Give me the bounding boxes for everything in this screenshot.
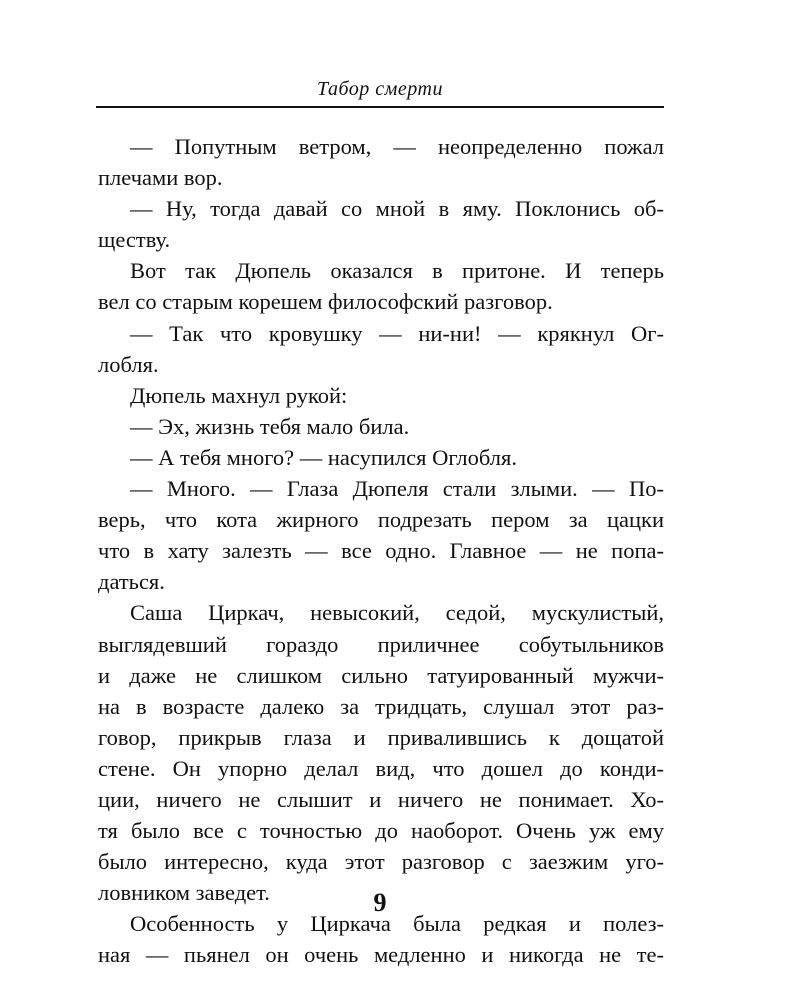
text-line: — А тебя много? — насупился Оглобля.: [130, 444, 518, 470]
text-line: говор, прикрыв глаза и привалившись к дощатой: [98, 724, 664, 750]
text-line: что в хату залезть — все одно. Главное — не попа-: [98, 538, 664, 564]
text-line: ловником заведет.: [98, 880, 270, 906]
running-header-title: Табор смерти: [317, 78, 443, 100]
text-line: даться.: [98, 569, 165, 595]
text-line: — Ну, тогда давай со мной в яму. Поклонись об-: [130, 196, 664, 222]
text-line: Дюпель махнул рукой:: [130, 382, 348, 408]
text-line: ществу.: [98, 227, 171, 253]
text-line: Вот так Дюпель оказался в притоне. И теперь: [130, 258, 664, 284]
text-line: — Эх, жизнь тебя мало била.: [130, 413, 410, 439]
text-line: ции, ничего не слышит и ничего не понимает. Хо-: [98, 786, 664, 812]
text-line: выглядевший гораздо приличнее собутыльников: [98, 631, 664, 657]
text-line: и даже не слишком сильно татуированный мужчи-: [98, 662, 664, 688]
text-line: верь, что кота жирного подрезать пером за цацки: [98, 507, 664, 533]
text-line: лобля.: [98, 351, 159, 377]
text-line: было интересно, куда этот разговор с заезжим уго-: [98, 849, 664, 875]
page-number: 9: [373, 888, 387, 917]
text-line: стене. Он упорно делал вид, что дошел до конди-: [98, 755, 664, 781]
text-line: Особенность у Циркача была редкая и полез-: [130, 911, 664, 937]
book-text-body: [98, 131, 664, 971]
text-line: — Много. — Глаза Дюпеля стали злыми. — По-: [130, 476, 664, 502]
text-line: тя было все с точностью до наоборот. Очень уж ему: [98, 818, 664, 844]
text-line: вел со старым корешем философский разговор.: [98, 289, 553, 315]
text-line: ная — пьянел он очень медленно и никогда не те-: [98, 942, 664, 968]
text-line: на в возрасте далеко за тридцать, слушал этот раз-: [98, 693, 664, 719]
text-line: — Так что кровушку — ни-ни! — крякнул Ог-: [130, 320, 664, 346]
text-line: плечами вор.: [98, 165, 223, 191]
text-line: — Попутным ветром, — неопределенно пожал: [130, 134, 664, 159]
text-line: Саша Циркач, невысокий, седой, мускулистый,: [130, 600, 664, 626]
header-rule: [96, 106, 664, 108]
